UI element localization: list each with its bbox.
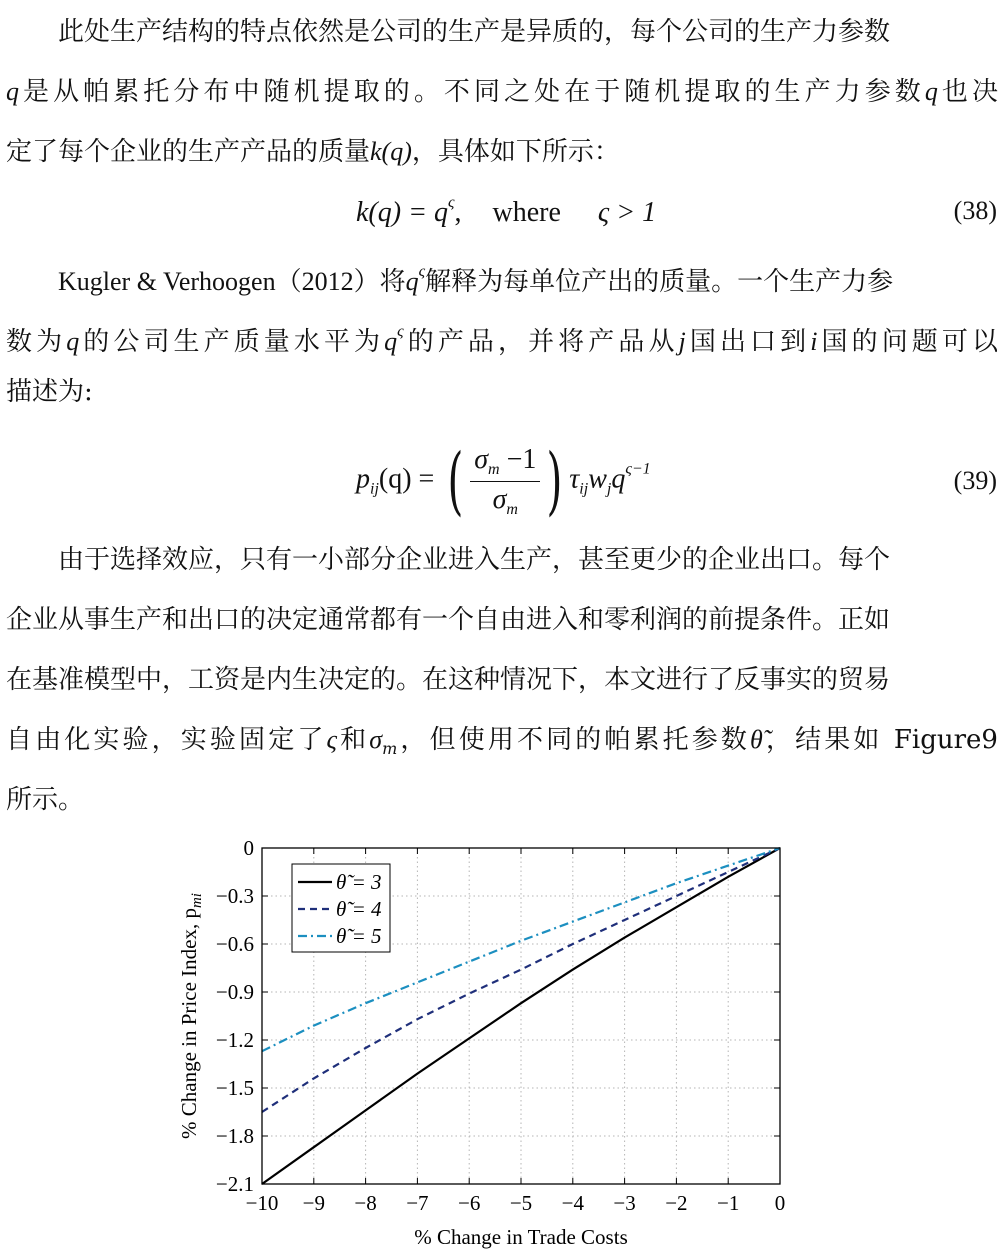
var-q: q	[6, 77, 19, 106]
q: q	[611, 463, 626, 495]
x-tick-label: −10	[245, 1191, 279, 1215]
chart-legend	[292, 864, 390, 952]
text-span: ，但使用不同的帕累托参数	[397, 725, 751, 755]
para2-line-2	[6, 302, 998, 362]
w-sub: j	[606, 480, 612, 498]
para1-line-1: 此处生产结构的特点依然是公司的生产是异质的，每个公司的生产力参数	[58, 17, 891, 47]
text-span: 自由化实验，实验固定了	[6, 725, 327, 755]
text-span: Kugler & Verhoogen（2012）将	[58, 267, 406, 296]
y-tick-label: −1.5	[215, 1076, 254, 1100]
para3-line-1: 由于选择效应，只有一小部分企业进入生产，甚至更少的企业出口。每个	[58, 545, 891, 575]
legend-label: θ̃ = 3	[336, 870, 382, 894]
eq38-exponent: ς	[447, 194, 455, 211]
text-span: 国的问题可以	[817, 327, 998, 357]
eq39-p: p	[356, 463, 370, 495]
var-sigma: σ	[369, 725, 383, 754]
text-span: 也决	[937, 77, 998, 107]
eq38-where: where	[492, 197, 561, 228]
x-tick-label: −1	[717, 1191, 740, 1215]
sigma-sub: m	[488, 460, 500, 478]
y-axis-label-sub: mi	[189, 893, 205, 909]
paragraph-2	[6, 242, 998, 422]
para3-line-4	[6, 710, 998, 770]
text-span: 解释为每单位产出的质量。一个生产力参	[425, 267, 894, 297]
x-tick-label: −6	[458, 1191, 481, 1215]
y-axis-label-main: % Change in Price Index, p	[177, 908, 201, 1139]
eq39-arg: (q) =	[378, 463, 435, 495]
y-tick-label: −0.3	[215, 884, 254, 908]
sigma: σ	[474, 443, 489, 475]
eq38-condition: ς > 1	[597, 197, 657, 228]
para1-line-3	[6, 122, 998, 182]
sigma: σ	[492, 483, 507, 515]
y-tick-label: −0.6	[215, 932, 254, 956]
sigma-sub: m	[382, 739, 398, 758]
para3-line-5: 所示。	[6, 785, 85, 815]
tau-sub: ij	[579, 480, 589, 498]
x-axis-label: % Change in Trade Costs	[414, 1225, 628, 1249]
paragraph-1	[6, 2, 998, 182]
q-exponent: ς−1	[625, 460, 651, 478]
var-q: q	[66, 327, 80, 356]
text-span: 国出口到	[685, 327, 811, 357]
equation-38-number: (38)	[953, 196, 997, 225]
var-i: i	[810, 327, 818, 356]
para2-line-3: 描述为:	[6, 377, 93, 407]
var-q: q	[384, 327, 398, 356]
text-span: 定了每个企业的生产产品的质量	[6, 137, 371, 167]
x-tick-label: −7	[406, 1191, 429, 1215]
right-paren: )	[546, 438, 563, 524]
math-kq: k(q)	[370, 137, 412, 166]
w: w	[588, 463, 607, 495]
equation-39	[356, 438, 651, 524]
sigma-sub: m	[506, 500, 518, 518]
y-tick-label: −1.8	[215, 1124, 254, 1148]
var-theta: θ̃	[750, 725, 763, 754]
x-tick-label: −9	[302, 1191, 325, 1215]
legend-label: θ̃ = 4	[336, 897, 382, 921]
y-tick-label: −0.9	[215, 980, 254, 1004]
minus-one: −1	[499, 443, 537, 475]
tau: τ	[569, 463, 580, 495]
eq38-lhs: k(q) = q	[356, 197, 448, 228]
price-index-chart	[170, 834, 810, 1249]
text-span: 是从帕累托分布中随机提取的。不同之处在于随机提取的生产力参数	[19, 77, 925, 107]
var-j: j	[678, 327, 686, 356]
x-tick-label: −2	[665, 1191, 688, 1215]
var-q: q	[924, 77, 938, 106]
para2-line-1	[6, 242, 998, 302]
exponent: ς	[418, 263, 426, 280]
x-tick-label: 0	[774, 1191, 786, 1215]
eq39-p-sub: ij	[370, 480, 379, 498]
paragraph-3	[6, 530, 998, 830]
equation-38	[356, 194, 656, 229]
x-tick-label: −4	[561, 1191, 584, 1215]
para1-line-2	[6, 62, 998, 122]
legend-label: θ̃ = 5	[336, 924, 382, 948]
left-paren: (	[447, 438, 464, 524]
y-tick-label: −2.1	[215, 1172, 254, 1196]
exponent: ς	[397, 323, 404, 340]
eq38-comma: ,	[454, 197, 462, 228]
para3-line-2: 企业从事生产和出口的决定通常都有一个自由进入和零利润的前提条件。正如	[6, 605, 891, 635]
y-axis-label	[177, 893, 205, 1139]
var-q: q	[405, 267, 419, 296]
text-span: ，结果如 Figure9	[762, 725, 998, 755]
text-span: 和	[337, 725, 370, 755]
x-tick-label: −5	[509, 1191, 533, 1215]
para3-line-3: 在基准模型中，工资是内生决定的。在这种情况下，本文进行了反事实的贸易	[6, 665, 891, 695]
text-span: 的公司生产质量水平为	[79, 327, 385, 357]
var-varsigma: ς	[326, 725, 338, 754]
text-span: ，具体如下所示：	[411, 137, 620, 167]
y-tick-label: −1.2	[215, 1028, 254, 1052]
equation-39-number: (39)	[953, 466, 997, 495]
x-tick-label: −8	[354, 1191, 377, 1215]
x-tick-label: −3	[613, 1191, 636, 1215]
text-span: 的产品，并将产品从	[403, 327, 679, 357]
text-span: 数为	[6, 327, 67, 357]
eq39-fraction	[470, 444, 540, 519]
y-tick-label: 0	[243, 836, 254, 860]
